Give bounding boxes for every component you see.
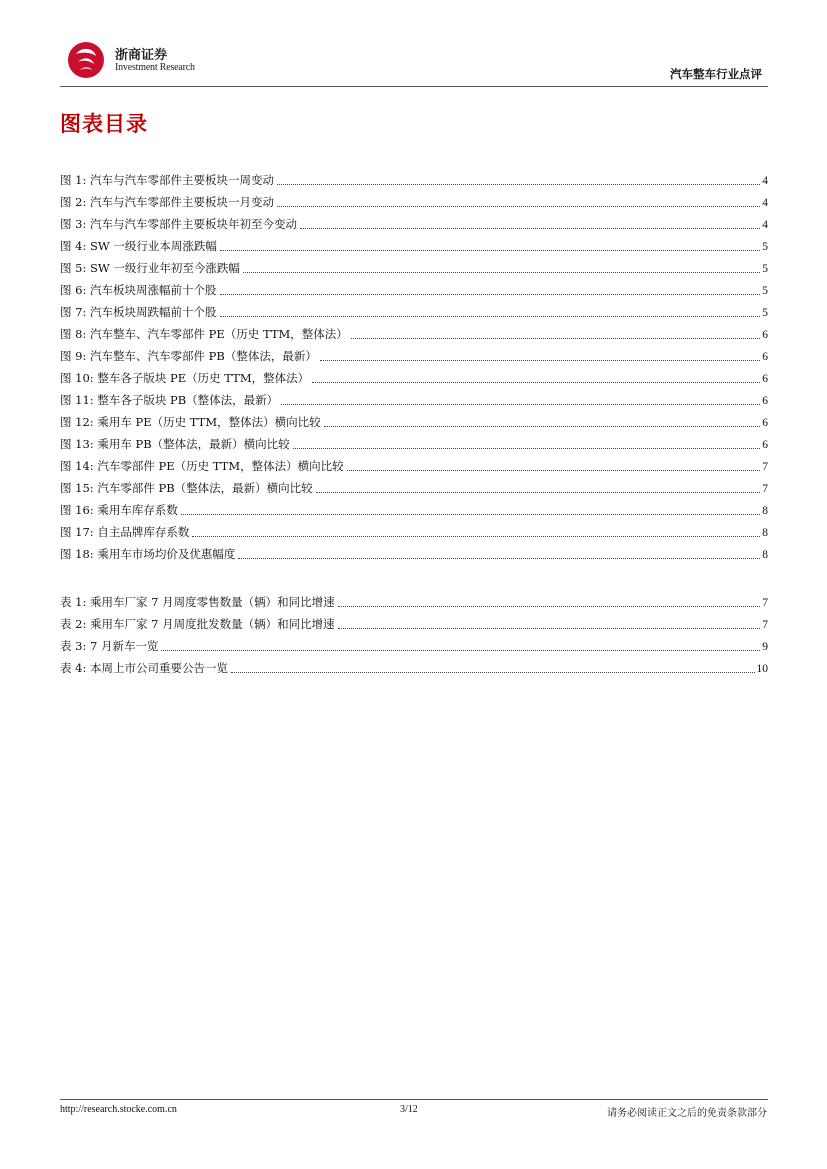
figure-toc-row[interactable]: [60, 499, 768, 521]
table-toc-row[interactable]: [60, 613, 768, 635]
figure-toc-row[interactable]: [60, 477, 768, 499]
toc-entry-label[interactable]: 图 10: 整车各子版块 PE（历史 TTM，整体法）: [60, 371, 310, 385]
toc-entry-label[interactable]: 图 17: 自主品牌库存系数: [60, 525, 190, 539]
toc-entry-page[interactable]: 8: [762, 527, 768, 539]
table-toc-row[interactable]: [60, 591, 768, 613]
toc-entry-page[interactable]: 7: [762, 619, 768, 631]
toc-entry-label[interactable]: 图 6: 汽车板块周涨幅前十个股: [60, 283, 217, 297]
toc-entry-label[interactable]: 表 4: 本周上市公司重要公告一览: [60, 661, 229, 675]
table-toc-row[interactable]: [60, 635, 768, 657]
figure-toc-row[interactable]: [60, 411, 768, 433]
dot-leader: [293, 448, 761, 449]
toc-entry-page[interactable]: 5: [762, 307, 768, 319]
figure-toc-row[interactable]: [60, 213, 768, 235]
toc-entry-label[interactable]: 图 5: SW 一级行业年初至今涨跌幅: [60, 261, 240, 275]
dot-leader: [347, 470, 761, 471]
toc-entry-page[interactable]: 6: [762, 439, 768, 451]
toc-entry-page[interactable]: 8: [762, 505, 768, 517]
figure-toc-row[interactable]: [60, 433, 768, 455]
dot-leader: [324, 426, 761, 427]
figure-toc-row[interactable]: [60, 521, 768, 543]
toc-entry-label[interactable]: 图 15: 汽车零部件 PB（整体法，最新）横向比较: [60, 481, 313, 495]
toc-entry-page[interactable]: 6: [762, 395, 768, 407]
logo-text-cn: 浙商证券: [115, 48, 168, 63]
toc-entry-label[interactable]: 图 18: 乘用车市场均价及优惠幅度: [60, 547, 236, 561]
toc-entry-page[interactable]: 7: [762, 597, 768, 609]
figure-toc-row[interactable]: [60, 543, 768, 565]
logo-text-en: Investment Research: [115, 62, 195, 73]
toc-entry-page[interactable]: 10: [756, 663, 768, 675]
toc-entry-label[interactable]: 图 16: 乘用车库存系数: [60, 503, 178, 517]
page-header: [60, 36, 768, 88]
toc-entry-page[interactable]: 4: [762, 219, 768, 231]
toc-entry-page[interactable]: 4: [762, 197, 768, 209]
toc-entry-page[interactable]: 7: [762, 461, 768, 473]
dot-leader: [181, 514, 760, 515]
toc-entry-page[interactable]: 7: [762, 483, 768, 495]
table-list: [60, 591, 768, 679]
footer-divider: [60, 1099, 768, 1100]
header-divider: [60, 86, 768, 87]
figure-toc-row[interactable]: [60, 301, 768, 323]
dot-leader: [220, 294, 761, 295]
toc-entry-label[interactable]: 表 3: 7 月新车一览: [60, 639, 159, 653]
dot-leader: [161, 650, 760, 651]
figure-toc-row[interactable]: [60, 191, 768, 213]
toc-entry-label[interactable]: 图 7: 汽车板块周跌幅前十个股: [60, 305, 217, 319]
toc-entry-label[interactable]: 图 2: 汽车与汽车零部件主要板块一月变动: [60, 195, 275, 209]
toc-entry-label[interactable]: 图 1: 汽车与汽车零部件主要板块一周变动: [60, 173, 275, 187]
dot-leader: [320, 360, 760, 361]
figure-toc-row[interactable]: [60, 367, 768, 389]
figure-toc-row[interactable]: [60, 345, 768, 367]
figure-toc-row[interactable]: [60, 235, 768, 257]
toc-entry-page[interactable]: 6: [762, 417, 768, 429]
dot-leader: [220, 250, 760, 251]
dot-leader: [312, 382, 760, 383]
figure-toc-row[interactable]: [60, 257, 768, 279]
toc-entry-page[interactable]: 4: [762, 175, 768, 187]
footer-url[interactable]: http://research.stocke.com.cn: [60, 1104, 177, 1115]
page-number: 3/12: [400, 1104, 418, 1115]
toc-entry-page[interactable]: 6: [762, 329, 768, 341]
dot-leader: [300, 228, 760, 229]
dot-leader: [338, 628, 761, 629]
page-title: 图表目录: [60, 112, 148, 136]
dot-leader: [351, 338, 760, 339]
zheshang-logo-icon: [66, 40, 106, 80]
toc-entry-label[interactable]: 图 8: 汽车整车、汽车零部件 PE（历史 TTM，整体法）: [60, 327, 348, 341]
toc-entry-label[interactable]: 图 4: SW 一级行业本周涨跌幅: [60, 239, 217, 253]
toc-entry-label[interactable]: 图 12: 乘用车 PE（历史 TTM，整体法）横向比较: [60, 415, 321, 429]
dot-leader: [238, 558, 760, 559]
report-type: 汽车整车行业点评: [670, 67, 762, 81]
toc-entry-label[interactable]: 图 3: 汽车与汽车零部件主要板块年初至今变动: [60, 217, 297, 231]
toc-entry-page[interactable]: 5: [762, 285, 768, 297]
figure-toc-row[interactable]: [60, 279, 768, 301]
figure-toc-row[interactable]: [60, 455, 768, 477]
toc-entry-label[interactable]: 表 1: 乘用车厂家 7 月周度零售数量（辆）和同比增速: [60, 595, 335, 609]
dot-leader: [277, 184, 760, 185]
footer-disclaimer: 请务必阅读正文之后的免责条款部分: [607, 1108, 767, 1119]
table-toc-row[interactable]: [60, 657, 768, 679]
dot-leader: [281, 404, 760, 405]
dot-leader: [220, 316, 761, 317]
figure-list: [60, 169, 768, 565]
dot-leader: [231, 672, 754, 673]
figure-toc-row[interactable]: [60, 389, 768, 411]
toc-entry-label[interactable]: 图 11: 整车各子版块 PB（整体法，最新）: [60, 393, 279, 407]
toc-entry-label[interactable]: 图 13: 乘用车 PB（整体法，最新）横向比较: [60, 437, 290, 451]
toc-entry-label[interactable]: 表 2: 乘用车厂家 7 月周度批发数量（辆）和同比增速: [60, 617, 335, 631]
toc-entry-page[interactable]: 5: [762, 263, 768, 275]
toc-entry-page[interactable]: 9: [762, 641, 768, 653]
toc-entry-page[interactable]: 8: [762, 549, 768, 561]
toc-entry-page[interactable]: 6: [762, 373, 768, 385]
toc-entry-page[interactable]: 6: [762, 351, 768, 363]
dot-leader: [316, 492, 761, 493]
dot-leader: [243, 272, 760, 273]
figure-toc-row[interactable]: [60, 169, 768, 191]
toc-entry-label[interactable]: 图 9: 汽车整车、汽车零部件 PB（整体法，最新）: [60, 349, 317, 363]
toc-entry-label[interactable]: 图 14: 汽车零部件 PE（历史 TTM，整体法）横向比较: [60, 459, 344, 473]
dot-leader: [338, 606, 761, 607]
figure-toc-row[interactable]: [60, 323, 768, 345]
toc-entry-page[interactable]: 5: [762, 241, 768, 253]
dot-leader: [277, 206, 760, 207]
dot-leader: [192, 536, 760, 537]
